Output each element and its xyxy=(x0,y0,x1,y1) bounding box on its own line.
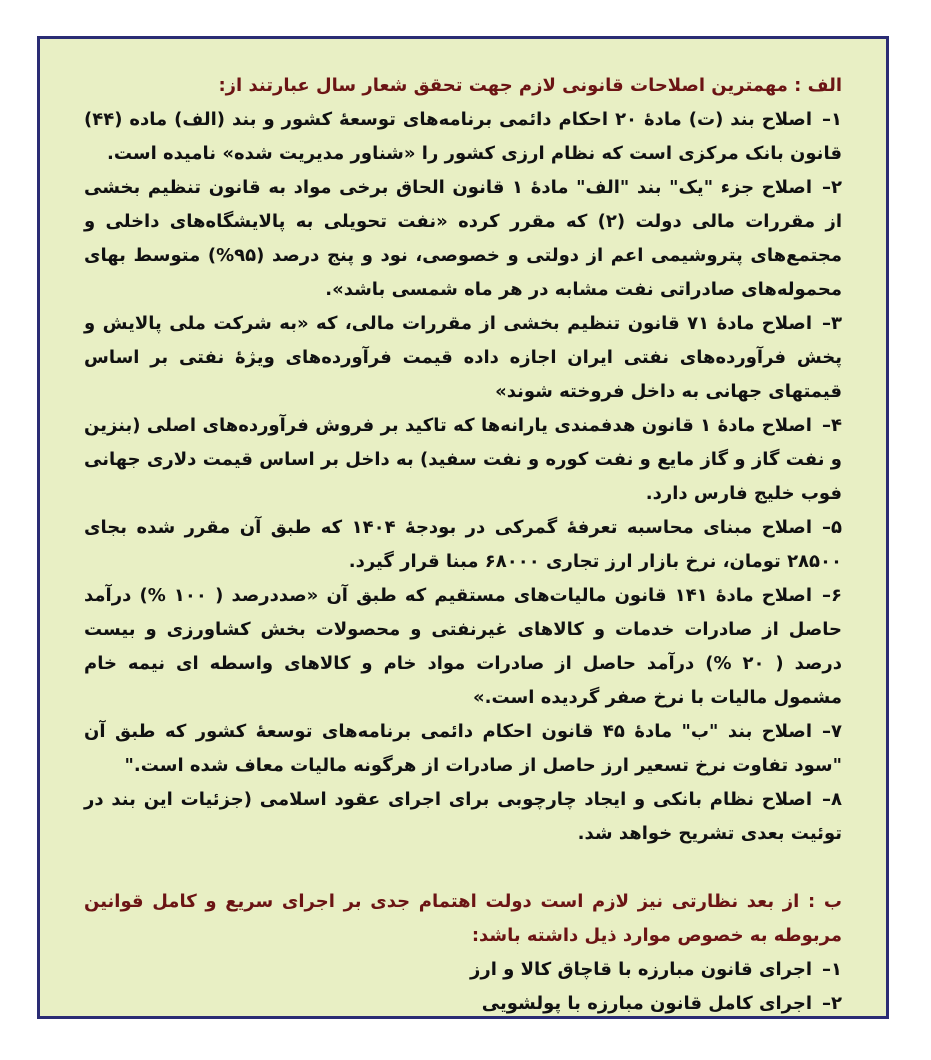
item-number: ۲– xyxy=(822,177,842,198)
section-a-item-6 xyxy=(84,579,842,715)
section-a-item-7 xyxy=(84,715,842,783)
item-number: ۱– xyxy=(822,109,842,130)
item-text: اجرای کامل قانون مبارزه با پولشویی xyxy=(481,993,812,1014)
item-text: اصلاح بند (ت) مادۀ ۲۰ احکام دائمی برنامه‌های توسعۀ کشور و بند (الف) ماده (۴۴) قانون بانک مرکزی است که نظام ارزی کشور را «شناور مدیریت شده» نامیده است. xyxy=(84,109,842,164)
item-text: اجرای قانون مبارزه با قاچاق کالا و ارز xyxy=(469,959,812,980)
section-a-item-5 xyxy=(84,511,842,579)
section-a-item-8 xyxy=(84,783,842,851)
item-number: ۶– xyxy=(822,585,842,606)
section-a-item-4 xyxy=(84,409,842,511)
item-text: اصلاح مادۀ ۱ قانون هدفمندی یارانه‌ها که تاکید بر فروش فرآورده‌های اصلی (بنزین و نفت گاز و گاز مایع و نفت کوره و نفت سفید) به داخل بر اساس قیمت دلاری جهانی فوب خلیج فارس دارد. xyxy=(84,415,842,504)
item-text: اصلاح بند "ب" مادۀ ۴۵ قانون احکام دائمی برنامه‌های توسعۀ کشور که طبق آن "سود تفاوت نرخ تسعیر ارز حاصل از صادرات از هرگونه مالیات معاف شده است." xyxy=(84,721,842,776)
item-text: اصلاح جزء "یک" بند "الف" مادۀ ۱ قانون الحاق برخی مواد به قانون تنظیم بخشی از مقررات مالی دولت (۲) که مقرر کرده «نفت تحویلی به پالایشگاه‌های داخلی و مجتمع‌های پتروشیمی اعم از دولتی و خصوصی، نود و پنج درصد (۹۵%) متوسط بهای محموله‌های صادراتی نفت مشابه در هر ماه شمسی باشد». xyxy=(84,177,842,300)
section-b-item-1 xyxy=(84,953,842,987)
document-frame xyxy=(37,36,889,1019)
item-number: ۲– xyxy=(822,993,842,1014)
item-text: اصلاح نظام بانکی و ایجاد چارچوبی برای اجرای عقود اسلامی (جزئیات این بند در توئیت بعدی تشریح خواهد شد. xyxy=(84,789,842,844)
section-a-item-3 xyxy=(84,307,842,409)
item-number: ۱– xyxy=(822,959,842,980)
item-number: ۸– xyxy=(822,789,842,810)
item-number: ۵– xyxy=(822,517,842,538)
item-text: اصلاح مادۀ ۱۴۱ قانون مالیات‌های مستقیم که طبق آن «صددرصد ( ۱۰۰ %) درآمد حاصل از صادرات خدمات و کالاهای غیرنفتی و محصولات بخش کشاورزی و بیست درصد ( ۲۰ %) درآمد حاصل از صادرات مواد خام و کالاهای واسطه ای نیمه خام مشمول مالیات با نرخ صفر گردیده است.» xyxy=(84,585,842,708)
document-body xyxy=(84,69,842,1021)
section-b-item-2 xyxy=(84,987,842,1021)
section-b-heading: ب : از بعد نظارتی نیز لازم است دولت اهتمام جدی بر اجرای سریع و کامل قوانین مربوطه به خصوص موارد ذیل داشته باشد: xyxy=(84,891,842,946)
section-a-item-2 xyxy=(84,171,842,307)
item-number: ۳– xyxy=(822,313,842,334)
item-number: ۷– xyxy=(822,721,842,742)
section-a-heading: الف : مهمترین اصلاحات قانونی لازم جهت تحقق شعار سال عبارتند از: xyxy=(218,75,842,96)
section-a-item-1 xyxy=(84,103,842,171)
item-number: ۴– xyxy=(821,415,842,436)
section-spacer xyxy=(84,851,842,885)
item-text: اصلاح مادۀ ۷۱ قانون تنظیم بخشی از مقررات مالی، که «به شرکت ملی پالایش و پخش فرآورده‌های نفتی ایران اجازه داده قیمت فرآورده‌های ویژۀ نفتی بر اساس قیمتهای جهانی به داخل فروخته شوند» xyxy=(84,313,842,402)
item-text: اصلاح مبنای محاسبه تعرفۀ گمرکی در بودجۀ ۱۴۰۴ که طبق آن مقرر شده بجای ۲۸۵۰۰ تومان، نرخ بازار ارز تجاری ۶۸۰۰۰ مبنا قرار گیرد. xyxy=(84,517,842,572)
